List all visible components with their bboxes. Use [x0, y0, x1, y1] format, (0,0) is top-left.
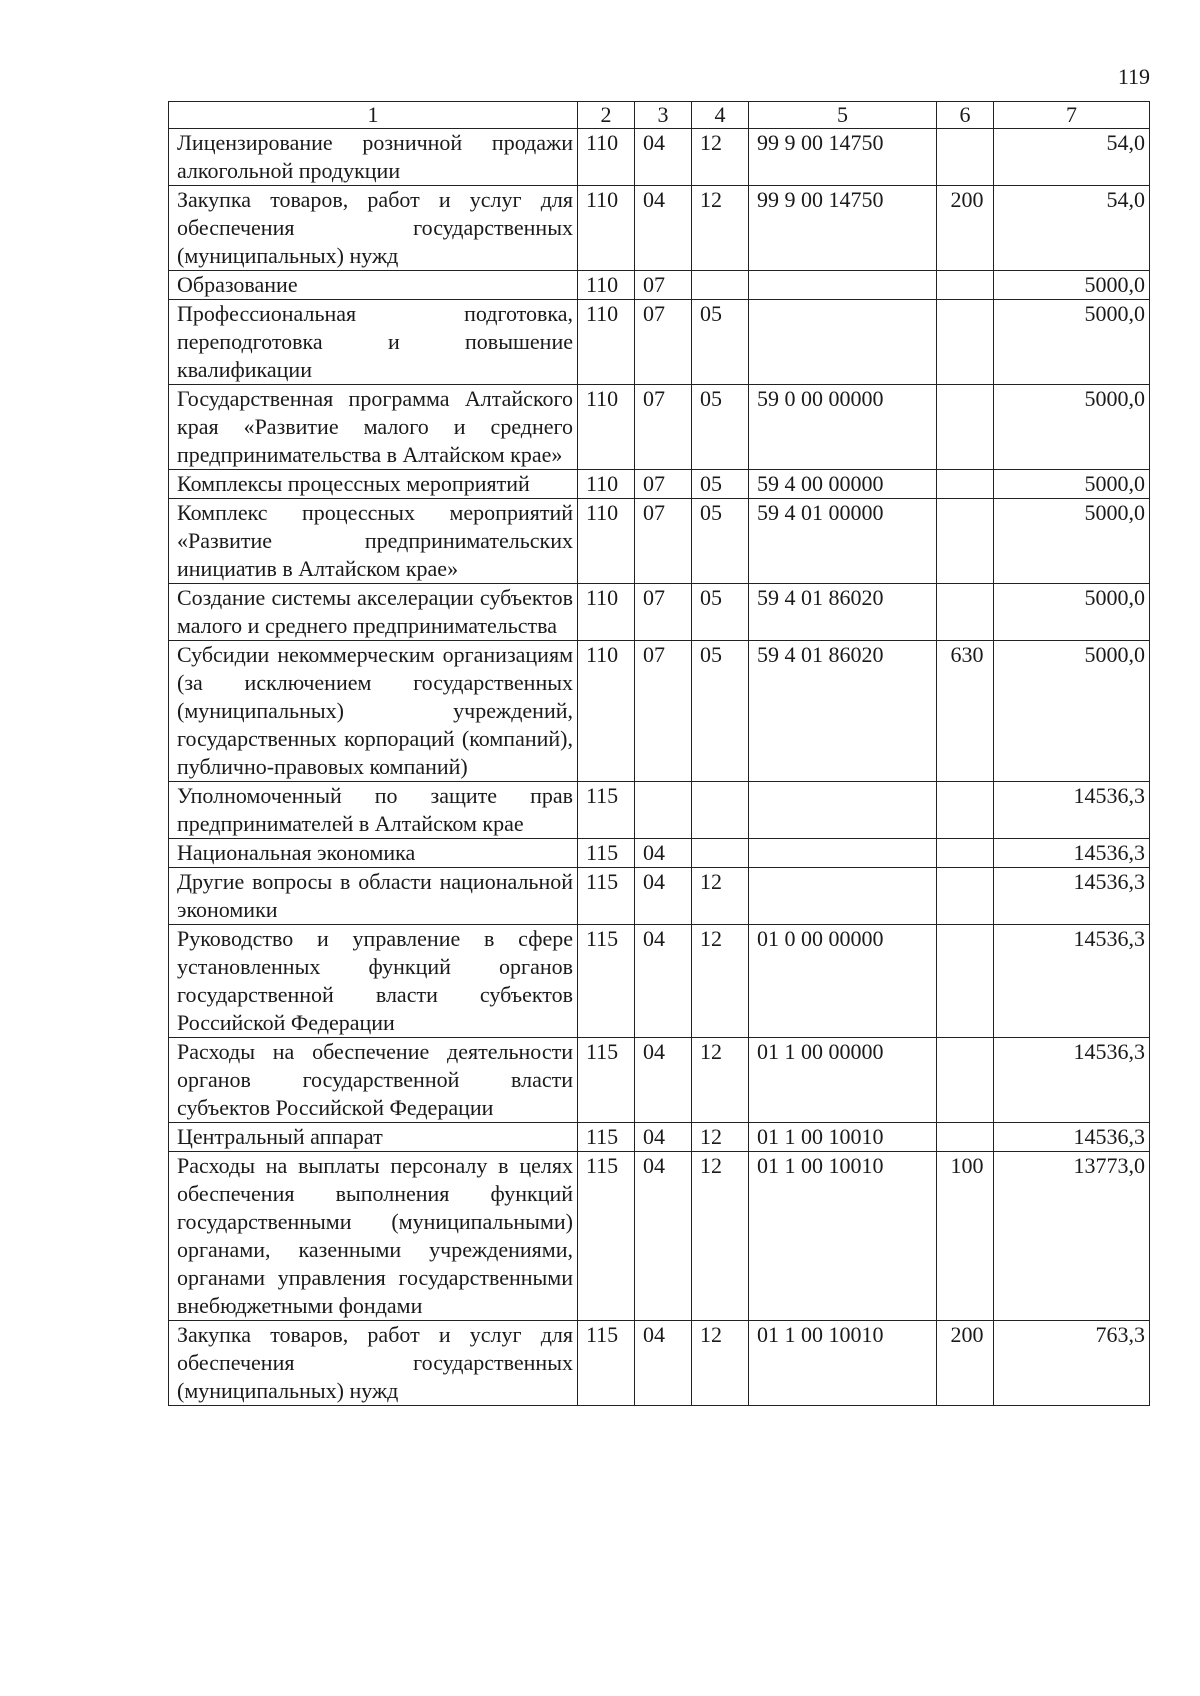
subsection-cell: 05 [692, 385, 749, 470]
table-row [169, 1123, 1150, 1152]
section-cell: 07 [635, 470, 692, 499]
row-name-cell: Профессиональная подготовка, переподготовка и повышение квалификации [169, 300, 578, 385]
table-header-row [169, 102, 1150, 129]
expense-type-cell [937, 1038, 994, 1123]
amount-cell: 5000,0 [994, 584, 1150, 641]
code-cell: 110 [578, 470, 635, 499]
page-number: 119 [1117, 64, 1150, 89]
amount-cell: 763,3 [994, 1321, 1150, 1406]
amount-cell: 14536,3 [994, 1123, 1150, 1152]
target-article-cell [749, 300, 937, 385]
code-cell: 115 [578, 868, 635, 925]
expense-type-cell [937, 470, 994, 499]
budget-table [168, 101, 1150, 1406]
code-cell: 110 [578, 300, 635, 385]
expense-type-cell [937, 925, 994, 1038]
expense-type-cell [937, 868, 994, 925]
subsection-cell [692, 839, 749, 868]
section-cell: 04 [635, 925, 692, 1038]
row-name-cell: Другие вопросы в области национальной экономики [169, 868, 578, 925]
column-header: 4 [692, 102, 749, 129]
row-name-cell: Расходы на обеспечение деятельности органов государственной власти субъектов Российской Федерации [169, 1038, 578, 1123]
table-row [169, 186, 1150, 271]
code-cell: 110 [578, 641, 635, 782]
row-name-cell: Уполномоченный по защите прав предпринимателей в Алтайском крае [169, 782, 578, 839]
table-row [169, 1038, 1150, 1123]
column-header: 6 [937, 102, 994, 129]
subsection-cell: 12 [692, 1321, 749, 1406]
target-article-cell [749, 271, 937, 300]
table-row [169, 470, 1150, 499]
expense-type-cell [937, 300, 994, 385]
row-name-cell: Закупка товаров, работ и услуг для обеспечения государственных (муниципальных) нужд [169, 186, 578, 271]
code-cell: 110 [578, 499, 635, 584]
section-cell [635, 782, 692, 839]
column-header: 5 [749, 102, 937, 129]
expense-type-cell: 200 [937, 1321, 994, 1406]
code-cell: 115 [578, 1123, 635, 1152]
column-header: 7 [994, 102, 1150, 129]
code-cell: 110 [578, 385, 635, 470]
subsection-cell: 05 [692, 499, 749, 584]
table-row [169, 782, 1150, 839]
section-cell: 07 [635, 499, 692, 584]
table-row [169, 129, 1150, 186]
table-row [169, 839, 1150, 868]
target-article-cell: 59 4 01 86020 [749, 584, 937, 641]
target-article-cell: 01 1 00 10010 [749, 1123, 937, 1152]
expense-type-cell [937, 782, 994, 839]
row-name-cell: Образование [169, 271, 578, 300]
amount-cell: 5000,0 [994, 300, 1150, 385]
target-article-cell [749, 839, 937, 868]
subsection-cell: 05 [692, 584, 749, 641]
row-name-cell: Государственная программа Алтайского края «Развитие малого и среднего предпринимательства в Алтайском крае» [169, 385, 578, 470]
section-cell: 04 [635, 1038, 692, 1123]
expense-type-cell [937, 584, 994, 641]
subsection-cell: 12 [692, 868, 749, 925]
table-row [169, 1321, 1150, 1406]
row-name-cell: Расходы на выплаты персоналу в целях обеспечения выполнения функций государственными (муниципальными) органами, казенными учреждениями, органами управления государственными внебюджетными фондами [169, 1152, 578, 1321]
target-article-cell: 99 9 00 14750 [749, 186, 937, 271]
subsection-cell: 05 [692, 300, 749, 385]
section-cell: 04 [635, 839, 692, 868]
expense-type-cell [937, 385, 994, 470]
amount-cell: 5000,0 [994, 385, 1150, 470]
table-row [169, 385, 1150, 470]
code-cell: 110 [578, 129, 635, 186]
row-name-cell: Комплекс процессных мероприятий «Развитие предпринимательских инициатив в Алтайском крае» [169, 499, 578, 584]
row-name-cell: Субсидии некоммерческим организациям (за исключением государственных (муниципальных) учреждений, государственных корпораций (компаний), публично-правовых компаний) [169, 641, 578, 782]
subsection-cell: 12 [692, 1038, 749, 1123]
amount-cell: 54,0 [994, 186, 1150, 271]
code-cell: 110 [578, 584, 635, 641]
amount-cell: 14536,3 [994, 868, 1150, 925]
code-cell: 115 [578, 839, 635, 868]
section-cell: 04 [635, 1123, 692, 1152]
table-row [169, 1152, 1150, 1321]
row-name-cell: Комплексы процессных мероприятий [169, 470, 578, 499]
target-article-cell: 01 1 00 10010 [749, 1321, 937, 1406]
column-header: 3 [635, 102, 692, 129]
expense-type-cell [937, 839, 994, 868]
amount-cell: 5000,0 [994, 470, 1150, 499]
code-cell: 115 [578, 1321, 635, 1406]
expense-type-cell [937, 129, 994, 186]
table-row [169, 641, 1150, 782]
amount-cell: 14536,3 [994, 782, 1150, 839]
amount-cell: 5000,0 [994, 641, 1150, 782]
expense-type-cell [937, 499, 994, 584]
target-article-cell: 59 4 00 00000 [749, 470, 937, 499]
amount-cell: 54,0 [994, 129, 1150, 186]
expense-type-cell [937, 1123, 994, 1152]
table-row [169, 584, 1150, 641]
expense-type-cell: 630 [937, 641, 994, 782]
subsection-cell: 12 [692, 1123, 749, 1152]
section-cell: 07 [635, 641, 692, 782]
amount-cell: 5000,0 [994, 271, 1150, 300]
table-row [169, 925, 1150, 1038]
subsection-cell: 05 [692, 641, 749, 782]
column-header: 1 [169, 102, 578, 129]
amount-cell: 14536,3 [994, 839, 1150, 868]
table-row [169, 868, 1150, 925]
code-cell: 115 [578, 1038, 635, 1123]
target-article-cell: 01 0 00 00000 [749, 925, 937, 1038]
target-article-cell: 59 4 01 86020 [749, 641, 937, 782]
row-name-cell: Руководство и управление в сфере установленных функций органов государственной власти субъектов Российской Федерации [169, 925, 578, 1038]
target-article-cell [749, 868, 937, 925]
section-cell: 04 [635, 186, 692, 271]
section-cell: 07 [635, 385, 692, 470]
target-article-cell: 01 1 00 00000 [749, 1038, 937, 1123]
target-article-cell: 59 4 01 00000 [749, 499, 937, 584]
row-name-cell: Центральный аппарат [169, 1123, 578, 1152]
row-name-cell: Лицензирование розничной продажи алкогольной продукции [169, 129, 578, 186]
row-name-cell: Закупка товаров, работ и услуг для обеспечения государственных (муниципальных) нужд [169, 1321, 578, 1406]
target-article-cell: 99 9 00 14750 [749, 129, 937, 186]
section-cell: 07 [635, 584, 692, 641]
section-cell: 04 [635, 868, 692, 925]
table-row [169, 499, 1150, 584]
code-cell: 115 [578, 925, 635, 1038]
amount-cell: 14536,3 [994, 925, 1150, 1038]
column-header: 2 [578, 102, 635, 129]
row-name-cell: Создание системы акселерации субъектов малого и среднего предпринимательства [169, 584, 578, 641]
subsection-cell: 12 [692, 129, 749, 186]
subsection-cell [692, 271, 749, 300]
code-cell: 110 [578, 271, 635, 300]
target-article-cell [749, 782, 937, 839]
section-cell: 07 [635, 300, 692, 385]
section-cell: 04 [635, 1152, 692, 1321]
section-cell: 07 [635, 271, 692, 300]
code-cell: 115 [578, 1152, 635, 1321]
section-cell: 04 [635, 1321, 692, 1406]
subsection-cell [692, 782, 749, 839]
target-article-cell: 59 0 00 00000 [749, 385, 937, 470]
amount-cell: 13773,0 [994, 1152, 1150, 1321]
table-row [169, 271, 1150, 300]
subsection-cell: 05 [692, 470, 749, 499]
subsection-cell: 12 [692, 186, 749, 271]
table-row [169, 300, 1150, 385]
row-name-cell: Национальная экономика [169, 839, 578, 868]
code-cell: 115 [578, 782, 635, 839]
code-cell: 110 [578, 186, 635, 271]
amount-cell: 14536,3 [994, 1038, 1150, 1123]
subsection-cell: 12 [692, 925, 749, 1038]
expense-type-cell: 100 [937, 1152, 994, 1321]
subsection-cell: 12 [692, 1152, 749, 1321]
target-article-cell: 01 1 00 10010 [749, 1152, 937, 1321]
expense-type-cell: 200 [937, 186, 994, 271]
section-cell: 04 [635, 129, 692, 186]
expense-type-cell [937, 271, 994, 300]
amount-cell: 5000,0 [994, 499, 1150, 584]
